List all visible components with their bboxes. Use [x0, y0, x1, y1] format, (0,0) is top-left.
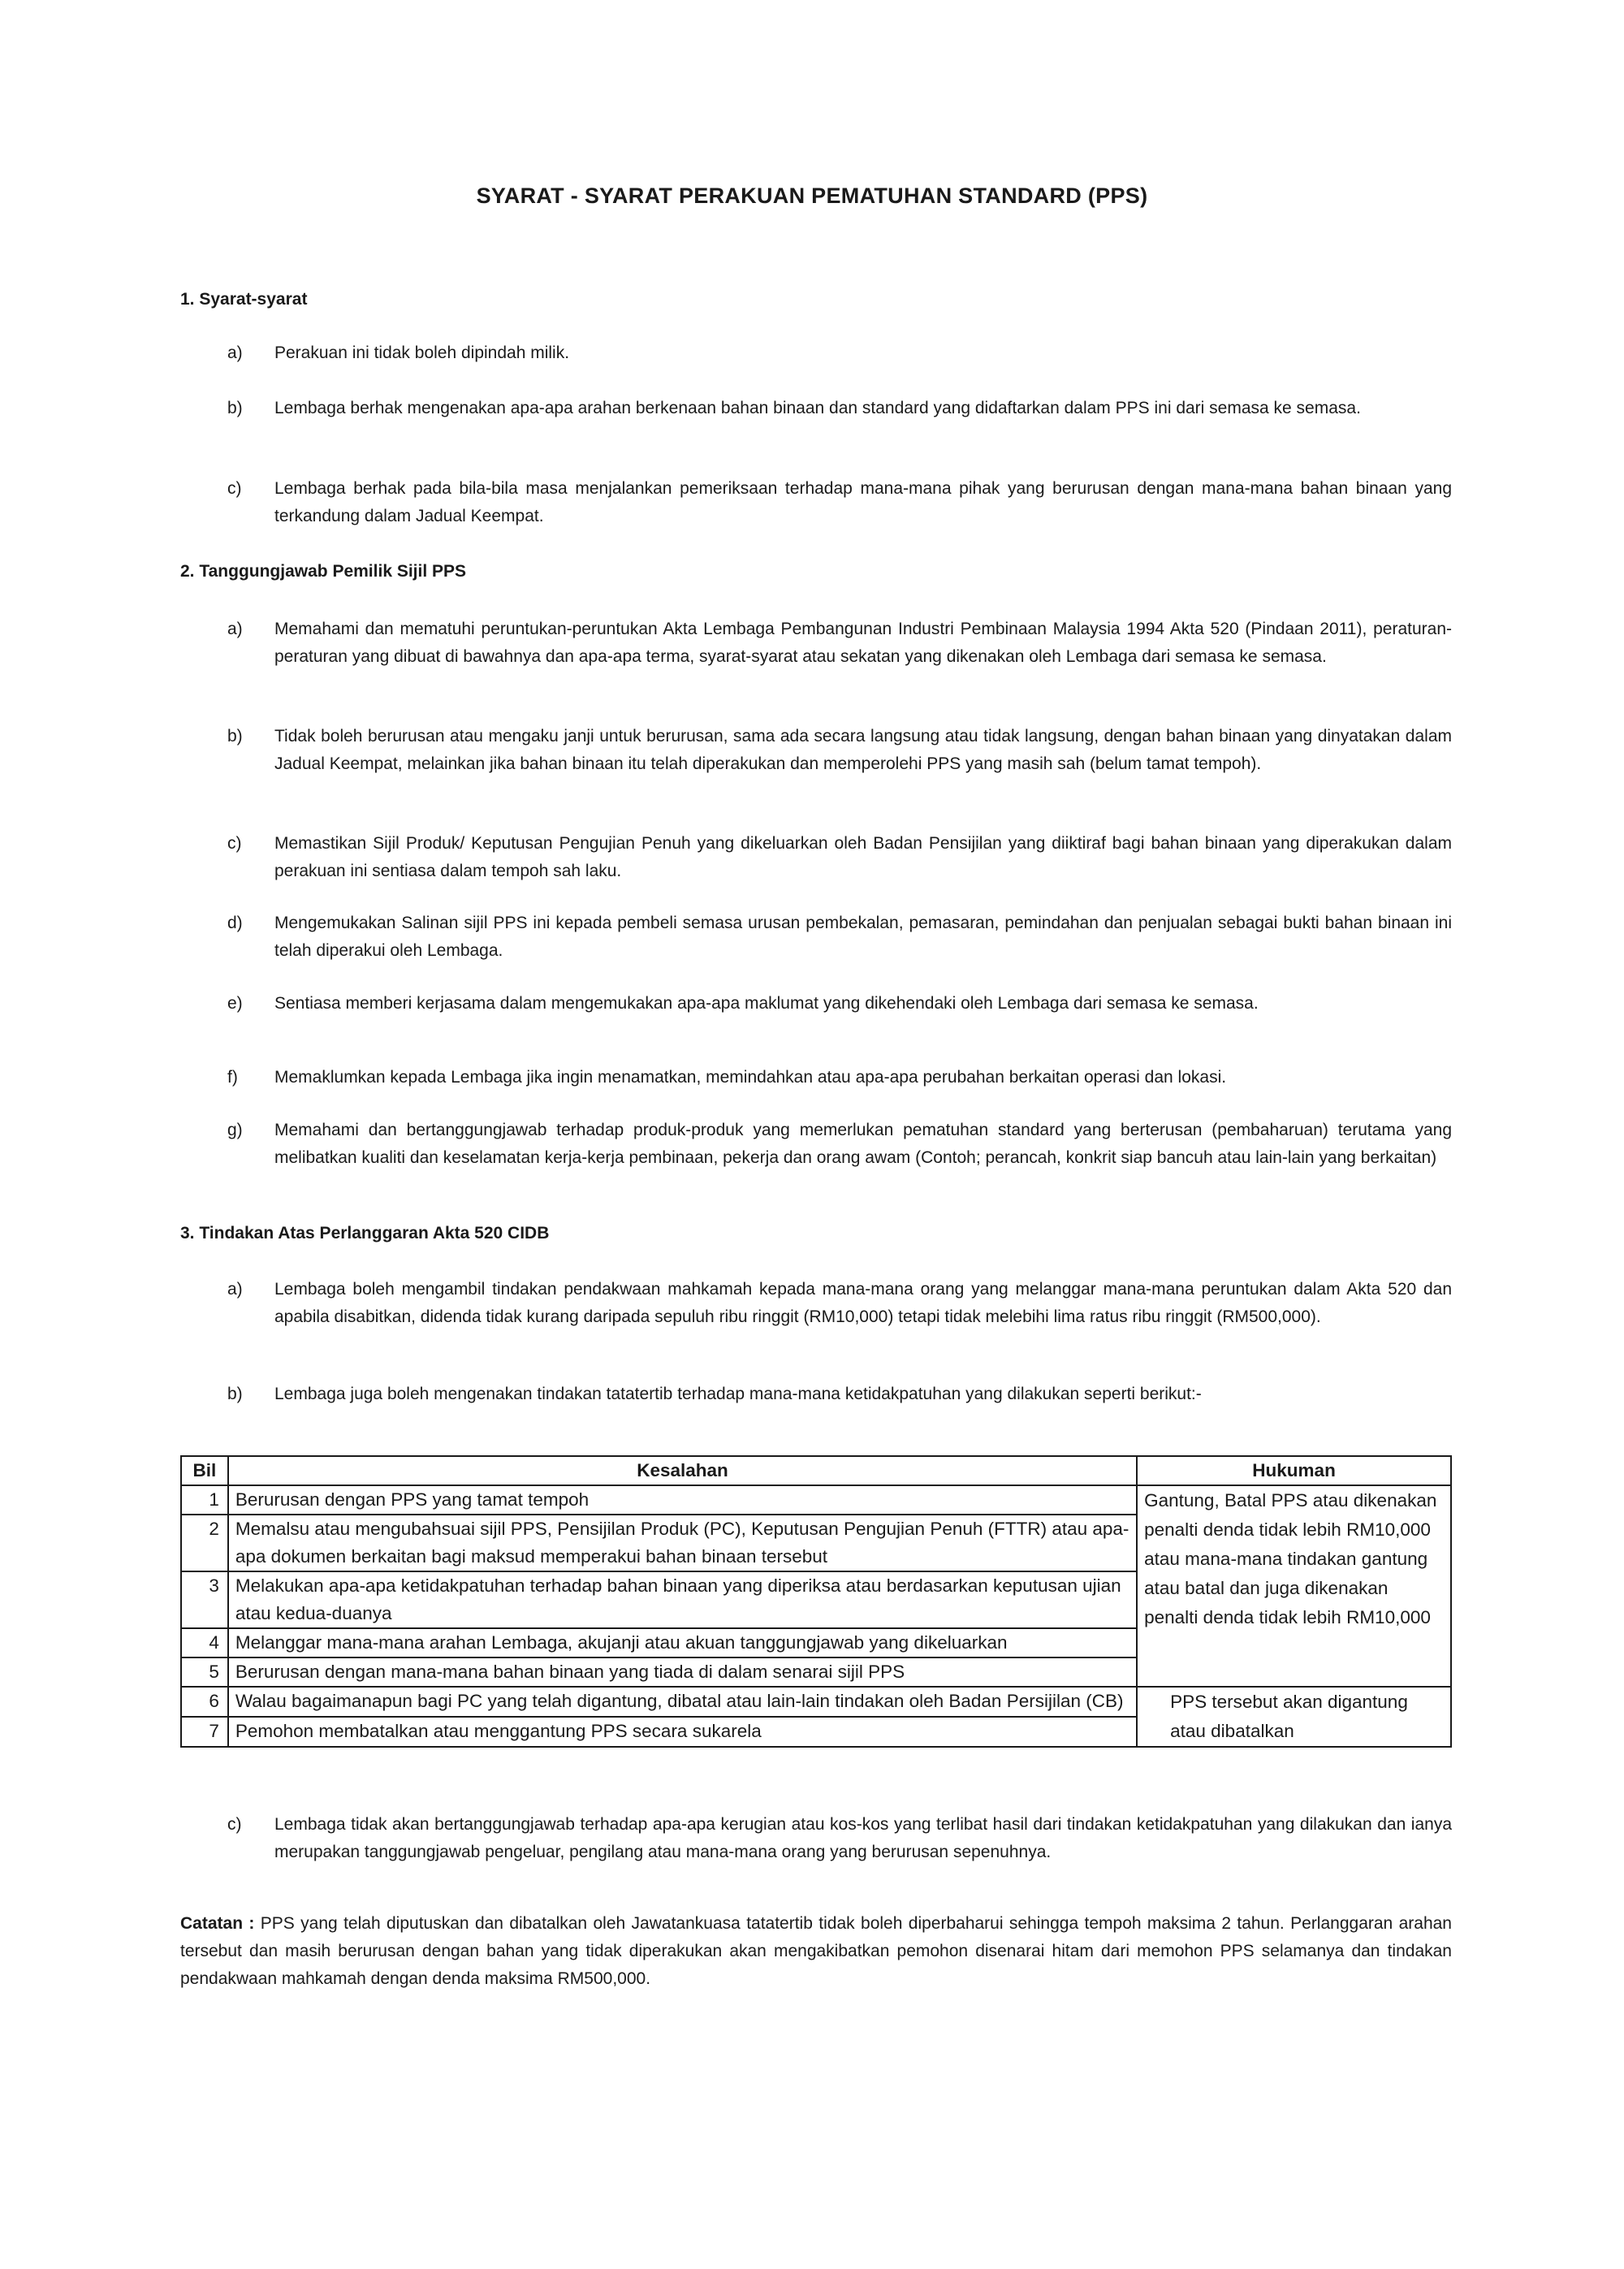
list-item [227, 1117, 1452, 1172]
item-text: Memaklumkan kepada Lembaga jika ingin menamatkan, memindahkan atau apa-apa perubahan berkaitan operasi dan lokasi. [274, 1068, 1227, 1087]
item-text: Memastikan Sijil Produk/ Keputusan Pengujian Penuh yang dikeluarkan oleh Badan Pensijilan yang diiktiraf bagi bahan binaan yang diperakukan dalam perakuan ini sentiasa dalam tempoh sah laku. [274, 834, 1452, 880]
list-item [227, 830, 1452, 885]
list-item [227, 475, 1452, 530]
cell-bil: 3 [181, 1571, 228, 1628]
item-label: c) [227, 834, 242, 853]
item-label: b) [227, 1385, 243, 1403]
list-item [227, 1381, 1452, 1408]
list-item [227, 990, 1452, 1018]
item-text: Mengemukakan Salinan sijil PPS ini kepada pembeli semasa urusan pembekalan, pemasaran, pemindahan dan penjualan sebagai bukti bahan binaan ini telah diperakui oleh Lembaga. [274, 914, 1452, 960]
list-item [227, 723, 1452, 778]
item-text: Perakuan ini tidak boleh dipindah milik. [274, 344, 570, 362]
cell-bil: 1 [181, 1485, 228, 1515]
section-heading-syarat: 1. Syarat-syarat [180, 290, 308, 309]
cell-bil: 4 [181, 1628, 228, 1657]
item-label: b) [227, 727, 243, 746]
cell-hukuman: PPS tersebut akan digantung atau dibatalkan [1137, 1687, 1451, 1747]
item-label: b) [227, 399, 243, 417]
item-text: Lembaga berhak mengenakan apa-apa arahan berkenaan bahan binaan dan standard yang didaftarkan dalam PPS ini dari semasa ke semasa. [274, 399, 1361, 417]
cell-hukuman: Gantung, Batal PPS atau dikenakan penalti denda tidak lebih RM10,000 atau mana-mana tindakan gantung atau batal dan juga dikenakan penalti denda tidak lebih RM10,000 [1137, 1485, 1451, 1687]
table-row [181, 1687, 1451, 1717]
list-item [227, 395, 1452, 422]
cell-kesalahan: Berurusan dengan mana-mana bahan binaan yang tiada di dalam senarai sijil PPS [228, 1657, 1137, 1687]
item-text: Sentiasa memberi kerjasama dalam mengemukakan apa-apa maklumat yang dikehendaki oleh Lembaga dari semasa ke semasa. [274, 994, 1259, 1013]
item-text: Lembaga boleh mengambil tindakan pendakwaan mahkamah kepada mana-mana orang yang melanggar mana-mana peruntukan dalam Akta 520 dan apabila disabitkan, didenda tidak kurang daripada sepuluh ribu ringgit (RM10,000) tetapi tidak melebihi lima ratus ribu ringgit (RM500,000). [274, 1280, 1452, 1326]
catatan-text: PPS yang telah diputuskan dan dibatalkan oleh Jawatankuasa tatatertib tidak boleh diperbaharui sehingga tempoh maksima 2 tahun. Perlanggaran arahan tersebut dan masih berurusan dengan bahan yang tidak diperakukan akan mengakibatkan pemohon disenarai hitam dari memohon PPS selamanya dan tindakan pendakwaan mahkamah dengan denda maksima RM500,000. [180, 1914, 1452, 1988]
item-label: g) [227, 1121, 243, 1139]
item-label: c) [227, 479, 242, 498]
list-item [227, 616, 1452, 671]
item-text: Lembaga juga boleh mengenakan tindakan tatatertib terhadap mana-mana ketidakpatuhan yang dilakukan seperti berikut:- [274, 1385, 1202, 1403]
catatan-note [180, 1910, 1452, 1993]
column-header-bil: Bil [181, 1456, 228, 1485]
list-item [227, 339, 1452, 367]
document-title: SYARAT - SYARAT PERAKUAN PEMATUHAN STANDARD (PPS) [476, 184, 1148, 208]
item-text: Tidak boleh berurusan atau mengaku janji untuk berurusan, sama ada secara langsung atau tidak langsung, dengan bahan binaan yang dinyatakan dalam Jadual Keempat, melainkan jika bahan binaan itu telah diperakukan dan memperolehi PPS yang masih sah (belum tamat tempoh). [274, 727, 1452, 773]
cell-kesalahan: Melakukan apa-apa ketidakpatuhan terhadap bahan binaan yang diperiksa atau berdasarkan keputusan ujian atau kedua-duanya [228, 1571, 1137, 1628]
cell-bil: 7 [181, 1717, 228, 1747]
list-item [227, 1064, 1452, 1091]
catatan-label: Catatan : [180, 1914, 255, 1933]
cell-kesalahan: Melanggar mana-mana arahan Lembaga, akujanji atau akuan tanggungjawab yang dikeluarkan [228, 1628, 1137, 1657]
column-header-hukuman: Hukuman [1137, 1456, 1451, 1485]
section-heading-tindakan: 3. Tindakan Atas Perlanggaran Akta 520 CIDB [180, 1224, 550, 1243]
column-header-kesalahan: Kesalahan [228, 1456, 1137, 1485]
item-text: Lembaga tidak akan bertanggungjawab terhadap apa-apa kerugian atau kos-kos yang terlibat hasil dari tindakan ketidakpatuhan yang dilakukan dan ianya merupakan tanggungjawab pengeluar, pengilang atau mana-mana orang yang berurusan sepenuhnya. [274, 1815, 1452, 1861]
item-label: a) [227, 620, 243, 638]
list-item [227, 1811, 1452, 1866]
list-item [227, 1276, 1452, 1331]
item-label: a) [227, 1280, 243, 1299]
item-label: d) [227, 914, 243, 932]
cell-kesalahan: Berurusan dengan PPS yang tamat tempoh [228, 1485, 1137, 1515]
cell-kesalahan: Walau bagaimanapun bagi PC yang telah digantung, dibatal atau lain-lain tindakan oleh Badan Persijilan (CB) [228, 1687, 1137, 1717]
table-row [181, 1485, 1451, 1515]
item-label: c) [227, 1815, 242, 1834]
penalty-table [180, 1455, 1452, 1748]
item-label: a) [227, 344, 243, 362]
item-label: e) [227, 994, 243, 1013]
section-heading-tanggungjawab: 2. Tanggungjawab Pemilik Sijil PPS [180, 562, 467, 581]
item-text: Memahami dan mematuhi peruntukan-peruntukan Akta Lembaga Pembangunan Industri Pembinaan Malaysia 1994 Akta 520 (Pindaan 2011), peraturan-peraturan yang dibuat di bawahnya dan apa-apa terma, syarat-syarat atau sekatan yang dikenakan oleh Lembaga dari semasa ke semasa. [274, 620, 1452, 666]
cell-kesalahan: Pemohon membatalkan atau menggantung PPS secara sukarela [228, 1717, 1137, 1747]
table-header-row [181, 1456, 1451, 1485]
cell-bil: 2 [181, 1515, 228, 1571]
item-text: Memahami dan bertanggungjawab terhadap produk-produk yang memerlukan pematuhan standard yang berterusan (pembaharuan) terutama yang melibatkan kualiti dan keselamatan kerja-kerja pembinaan, pekerja dan orang awam (Contoh; perancah, konkrit siap bancuh atau lain-lain yang berkaitan) [274, 1121, 1452, 1167]
item-label: f) [227, 1068, 238, 1087]
cell-kesalahan: Memalsu atau mengubahsuai sijil PPS, Pensijilan Produk (PC), Keputusan Pengujian Penuh (FTTR) atau apa-apa dokumen berkaitan bagi maksud memperakui bahan binaan tersebut [228, 1515, 1137, 1571]
list-item [227, 910, 1452, 965]
cell-bil: 5 [181, 1657, 228, 1687]
cell-bil: 6 [181, 1687, 228, 1717]
item-text: Lembaga berhak pada bila-bila masa menjalankan pemeriksaan terhadap mana-mana pihak yang berurusan dengan mana-mana bahan binaan yang terkandung dalam Jadual Keempat. [274, 479, 1452, 525]
